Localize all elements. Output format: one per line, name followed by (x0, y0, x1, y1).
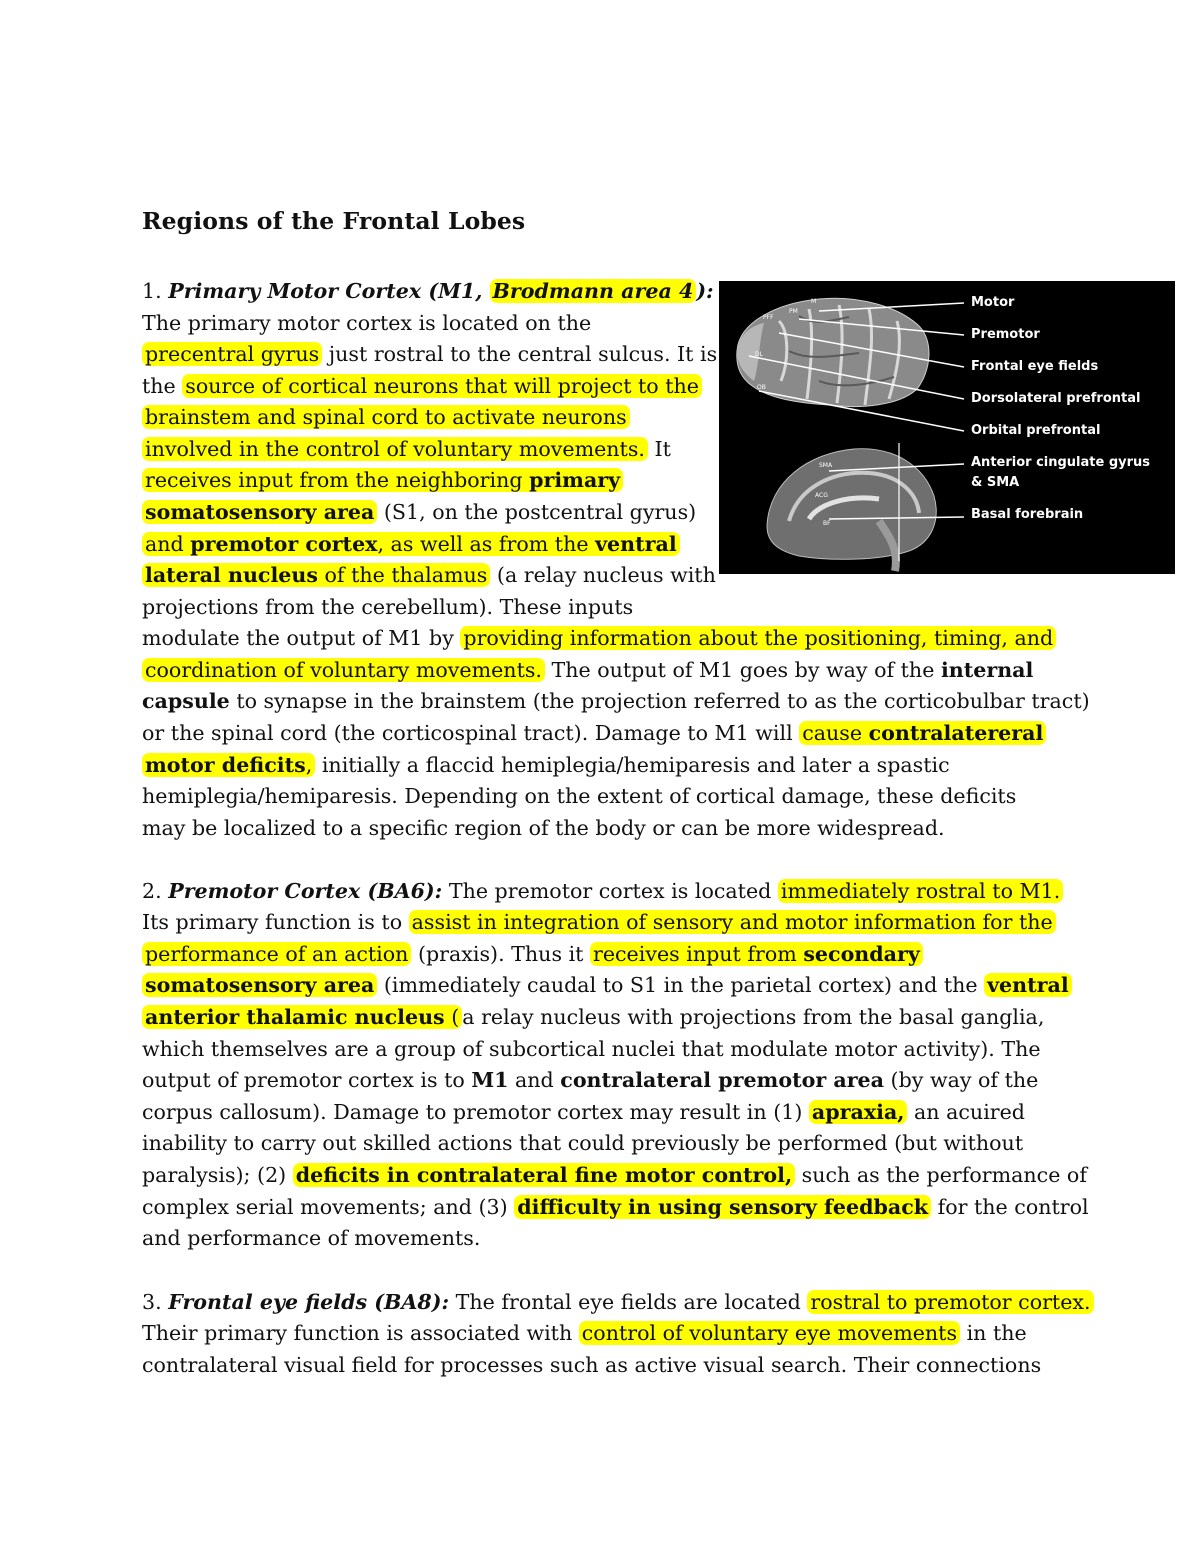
paragraph-line: contralateral visual field for processes such as active visual search. Their connections (142, 1353, 1042, 1377)
text-span: It (647, 437, 671, 461)
highlight: Brodmann area 4 (490, 279, 697, 303)
paragraph-line (142, 941, 923, 967)
paragraph-line (142, 1162, 1087, 1188)
paragraph-line (142, 1194, 1089, 1220)
highlight: brainstem and spinal cord to activate neurons (142, 405, 630, 429)
text-span: The premotor cortex is located (442, 879, 778, 903)
section2-heading (142, 878, 1063, 904)
text-span: paralysis); (2) (142, 1163, 293, 1187)
text-span: receives input from the neighboring (145, 468, 530, 492)
brain-tag: OB (757, 384, 766, 391)
text-span: (S1, on the postcentral gyrus) (377, 500, 697, 524)
highlight: coordination of voluntary movements. (142, 658, 545, 682)
bold-term: somatosensory area (142, 500, 377, 524)
paragraph-line (142, 562, 716, 588)
bold-term: secondary (803, 942, 920, 966)
text-span: or the spinal cord (the corticospinal tract). Damage to M1 will (142, 721, 800, 745)
paragraph-line: hemiplegia/hemiparesis. Depending on the extent of cortical damage, these deficits (142, 784, 1017, 808)
text-span: ( (444, 1005, 460, 1029)
paragraph-line (142, 467, 623, 493)
paragraph-line (142, 688, 1090, 714)
text-span: receives input from (592, 942, 804, 966)
highlight: rostral to premotor cortex. (807, 1290, 1093, 1314)
brain-illustration (719, 281, 1175, 574)
paragraph-line: inability to carry out skilled actions that could previously be performed (but without (142, 1131, 1024, 1155)
text-span: The frontal eye fields are located (449, 1290, 808, 1314)
text-span: (by way of the (884, 1068, 1039, 1092)
highlight: performance of an action (142, 942, 411, 966)
list-number: 1. (142, 279, 169, 303)
figure-label: Motor (971, 295, 1015, 310)
paragraph-line (142, 625, 1056, 651)
highlight (142, 1005, 462, 1029)
figure-label: Basal forebrain (971, 507, 1084, 522)
section-heading-text: Premotor Cortex (BA6): (168, 879, 443, 903)
list-number: 2. (142, 879, 169, 903)
section3-heading (142, 1289, 1094, 1315)
text-span: cause (802, 721, 869, 745)
paragraph-line (142, 436, 671, 462)
text-span: , (305, 753, 313, 777)
highlight (142, 753, 315, 777)
figure-label: & SMA (971, 475, 1020, 490)
text-span: output of premotor cortex is to (142, 1068, 472, 1092)
text-span: such as the performance of (795, 1163, 1087, 1187)
text-span: to synapse in the brainstem (the projection referred to as the corticobulbar tract) (229, 689, 1090, 713)
bold-term: M1 (471, 1068, 509, 1092)
brain-tag: PM (789, 308, 798, 315)
bold-term: anterior thalamic nucleus (145, 1005, 445, 1029)
highlight (142, 532, 680, 556)
section-heading-text: ): (696, 279, 714, 303)
paragraph-line (142, 499, 696, 525)
paragraph-line: projections from the cerebellum). These inputs (142, 595, 634, 619)
paragraph-line (142, 972, 1072, 998)
bold-term: apraxia, (809, 1100, 908, 1124)
highlight: control of voluntary eye movements (579, 1321, 960, 1345)
text-span: and (145, 532, 191, 556)
text-span: initially a flaccid hemiplegia/hemiparesis and later a spastic (315, 753, 950, 777)
paragraph-line: which themselves are a group of subcortical nuclei that modulate motor activity). The (142, 1037, 1041, 1061)
bold-term: ventral (595, 532, 677, 556)
paragraph-line (142, 531, 680, 557)
highlight: assist in integration of sensory and motor information for the (409, 910, 1056, 934)
section-heading-text: Primary Motor Cortex (M1, (168, 279, 490, 303)
figure-label: Premotor (971, 327, 1040, 342)
bold-term: somatosensory area (142, 973, 377, 997)
paragraph-line: and performance of movements. (142, 1226, 481, 1250)
text-span: complex serial movements; and (3) (142, 1195, 515, 1219)
paragraph-line (142, 373, 702, 399)
paragraph-line: may be localized to a specific region of the body or can be more widespread. (142, 816, 945, 840)
brain-tag: DL (755, 351, 763, 358)
text-span: the (142, 374, 183, 398)
bold-term: ventral (984, 973, 1072, 997)
bold-term: premotor cortex (190, 532, 378, 556)
highlight: providing information about the positioning, timing, and (460, 626, 1056, 650)
paragraph-line (142, 1067, 1038, 1093)
paragraph-line (142, 341, 717, 367)
text-span: modulate the output of M1 by (142, 626, 461, 650)
text-span: , as well as from the (377, 532, 596, 556)
text-span: of the thalamus (317, 563, 488, 587)
text-span: (a relay nucleus with (490, 563, 716, 587)
text-span: in the (960, 1321, 1027, 1345)
figure-label: Dorsolateral prefrontal (971, 391, 1141, 406)
figure-label: Anterior cingulate gyrus (971, 455, 1151, 470)
bold-term: internal (940, 658, 1034, 682)
text-span: a relay nucleus with projections from the basal ganglia, (462, 1005, 1045, 1029)
text-span: The output of M1 goes by way of the (544, 658, 941, 682)
highlight: immediately rostral to M1. (778, 879, 1063, 903)
paragraph-line (142, 752, 950, 778)
paragraph-line (142, 720, 1046, 746)
bold-term: contralatereral (868, 721, 1044, 745)
brain-figure (719, 281, 1175, 574)
text-span: (praxis). Thus it (411, 942, 590, 966)
bold-term: deficits in contralateral fine motor control, (293, 1163, 795, 1187)
bold-term: lateral nucleus (145, 563, 318, 587)
figure-label: Orbital prefrontal (971, 423, 1101, 438)
highlight: source of cortical neurons that will project to the (182, 374, 702, 398)
figure-label: Frontal eye fields (971, 359, 1099, 374)
paragraph-line (142, 1004, 1044, 1030)
paragraph-line (142, 404, 630, 430)
paragraph-line: The primary motor cortex is located on the (142, 311, 592, 335)
paragraph-line (142, 1099, 1025, 1125)
bold-term: primary (529, 468, 621, 492)
highlight (590, 942, 923, 966)
text-span: (immediately caudal to S1 in the parietal cortex) and the (377, 973, 985, 997)
highlight (142, 468, 623, 492)
text-span: and (508, 1068, 561, 1092)
highlight: involved in the control of voluntary movements. (142, 437, 648, 461)
section1-heading (142, 278, 714, 304)
bold-term: motor deficits (145, 753, 306, 777)
bold-term: capsule (142, 689, 230, 713)
bold-term: contralateral premotor area (560, 1068, 884, 1092)
text-span: for the control (931, 1195, 1089, 1219)
text-span: corpus callosum). Damage to premotor cortex may result in (1) (142, 1100, 809, 1124)
section-heading-text: Frontal eye fields (BA8): (168, 1290, 450, 1314)
brain-tag: M (811, 298, 817, 305)
text-span: Its primary function is to (142, 910, 409, 934)
highlight: precentral gyrus (142, 342, 322, 366)
text-span: an acuired (907, 1100, 1025, 1124)
bold-term: difficulty in using sensory feedback (514, 1195, 931, 1219)
page-title: Regions of the Frontal Lobes (142, 207, 526, 235)
highlight (142, 563, 490, 587)
brain-tag: BF (823, 520, 831, 527)
paragraph-line (142, 909, 1056, 935)
paragraph-line (142, 657, 1033, 683)
paragraph-line (142, 1320, 1027, 1346)
list-number: 3. (142, 1290, 169, 1314)
brain-tag: PFF (763, 314, 774, 321)
brain-tag: ACG (815, 492, 828, 499)
text-span: just rostral to the central sulcus. It is (322, 342, 718, 366)
brain-tag: SMA (819, 462, 833, 469)
text-span: Their primary function is associated with (142, 1321, 579, 1345)
highlight (799, 721, 1046, 745)
